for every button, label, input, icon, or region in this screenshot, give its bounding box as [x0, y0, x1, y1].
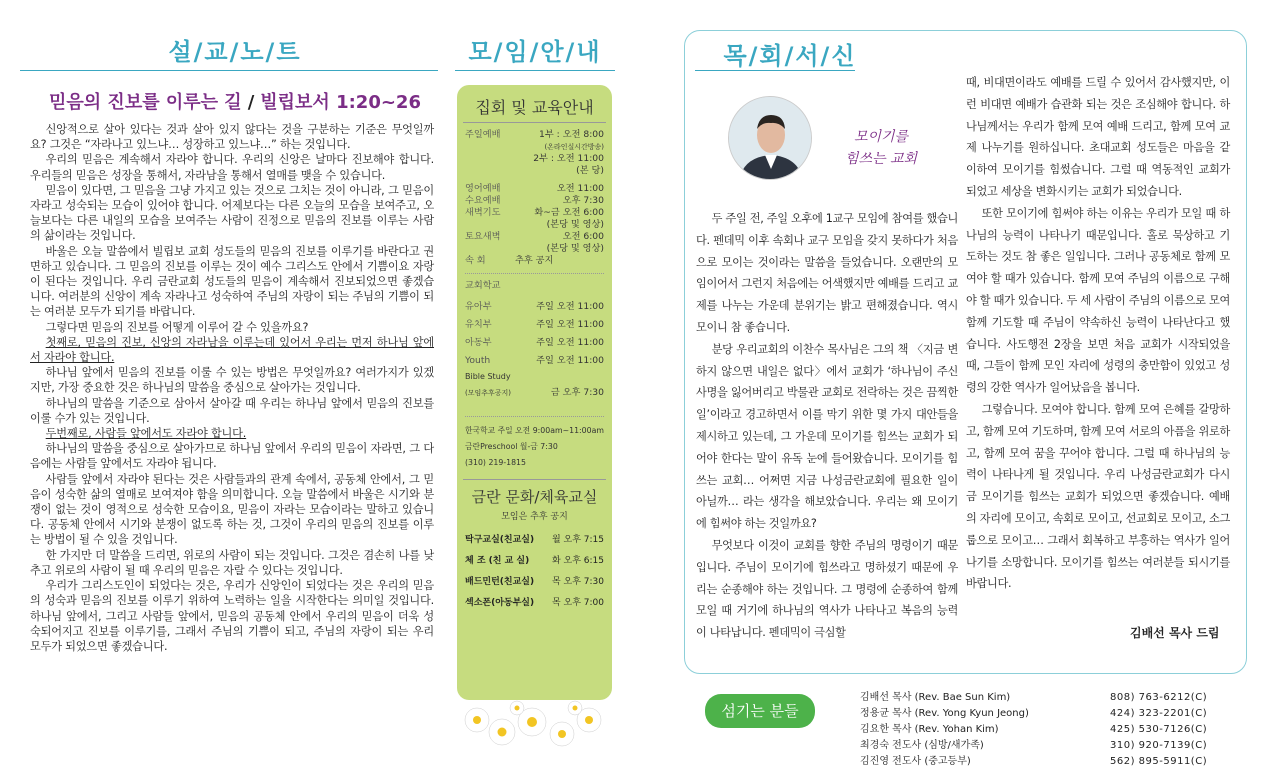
service-label: 속 회	[465, 255, 486, 266]
sermon-paragraph: 믿음이 있다면, 그 믿음을 그냥 가지고 있는 것으로 그치는 것이 아니라, 그 믿음이 자라고 성숙되는 모습이 있어야 합니다. 어제보다는 다른 오늘의 모습을 보여주고, 오늘보다는 다른 내일의 모습을 보여주는 사람이 진정으로 믿음의 진보를 이루는 사람의 삶이라는 것입니다.	[30, 183, 434, 243]
sermon-title-divider	[20, 70, 438, 71]
class-name: 탁구교실(친교실)	[465, 535, 535, 545]
service-list	[465, 129, 604, 267]
pastor-section-title: 목/회/서/신	[723, 42, 857, 70]
school-row	[465, 352, 604, 370]
service-row	[465, 231, 604, 243]
staff-phone: 310) 920-7139(C)	[1110, 740, 1208, 751]
class-name: 배드민턴(친교실)	[465, 577, 535, 587]
school-time: 금 오후 7:30	[550, 387, 604, 398]
sermon-paragraph: 한 가지만 더 말씀을 드리면, 위로의 사람이 되는 것입니다. 그것은 겸손히 나를 낮추고 위로의 사람이 될 때 우리의 믿음은 자랄 수 있다는 것입니다.	[30, 548, 434, 577]
letter-paragraph: 때, 비대면이라도 예배를 드릴 수 있어서 감사했지만, 이런 비대면 예배가 습관화 되는 것은 조심해야 합니다. 하나님께서는 우리가 함께 모여 예배 드리고, 함께 모여 교제 나누기를 원하십니다. 초대교회 성도들은 마음을 같이하여 모이기를 힘썼습니다. 그럴 때 역동적인 교회가 되었고 세상을 변화시키는 교회가 되었습니다.	[966, 76, 1230, 198]
class-row	[465, 551, 604, 572]
class-row	[465, 572, 604, 593]
church-school-list	[465, 280, 604, 402]
divider	[465, 416, 604, 417]
staff-row	[860, 690, 1250, 706]
culture-heading: 금란 문화/체육교실	[463, 479, 606, 507]
letter-paragraph: 두 주일 전, 주일 오후에 1교구 모임에 참여를 했습니다. 펜데믹 이후 속회나 교구 모임을 갖지 못하다가 처음으로 모이는 것이라는 말씀을 들었습니다. 오랜만의 모임이어서 그런지 처음에는 어색했지만 예배를 드리고 교제를 나누는 가운데 분위기는 밝고 편해졌습니다. 역시 모이니 참 좋습니다.	[696, 212, 958, 334]
service-row	[465, 183, 604, 195]
sermon-paragraph: 그렇다면 믿음의 진보를 어떻게 이루어 갈 수 있을까요?	[45, 320, 309, 334]
letter-paragraph: 그렇습니다. 모여야 합니다. 함께 모여 은혜를 갈망하고, 함께 모여 기도하며, 함께 모여 서로의 아픔을 위로하고, 함께 모여 꿈을 꾸어야 합니다. 그럴 때 하나님의 능력이 나타나게 될 것입니다. 우리 나성금란교회가 다시금 모이기를 힘쓰는 교회가 되었으면 좋겠습니다. 예배의 자리에 모이고, 속회로 모이고, 선교회로 모이고, 소그룹으로 모이고… 그래서 회복하고 부흥하는 역사가 일어나기를 소망합니다. 모이기를 힘쓰는 여러분들 되시기를 바랍니다.	[966, 402, 1230, 591]
staff-name: 정용균 목사 (Rev. Yong Kyun Jeong)	[860, 708, 1029, 719]
service-time: 오전 6:00	[562, 231, 604, 242]
school-row	[465, 370, 604, 384]
class-time: 목 오후 7:30	[551, 577, 604, 587]
staff-phone: 424) 323-2201(C)	[1110, 708, 1208, 719]
sermon-paragraph: 하나님의 말씀을 중심으로 살아가므로 하나님 앞에서 우리의 믿음이 자라면, 그 다음에는 사람들 앞에서도 자라야 됩니다.	[30, 442, 434, 471]
school-time: 주일 오전 11:00	[536, 301, 604, 312]
service-row	[465, 219, 604, 231]
staff-name: 김진영 전도사 (중고등부)	[860, 756, 971, 767]
sermon-paragraph: 사람들 앞에서 자라야 된다는 것은 사람들과의 관계 속에서, 공동체 안에서, 그 믿음이 성숙한 삶의 열매로 보여져야 함을 의미합니다. 오늘 말씀에서 바울은 시기와 분쟁이 없는 것이 영적으로 성숙한 모습이요, 믿음이 자라는 모습이라는 말하고 있습니다. 공동체 안에서 시기와 분쟁이 없도록 하는 것, 그것이 우리의 믿음의 진보를 이루는 방법이 될 수 있을 것입니다.	[30, 472, 434, 547]
letter-paragraph: 또한 모이기에 힘써야 하는 이유는 우리가 모일 때 하나님의 능력이 나타나기 때문입니다. 홀로 묵상하고 기도하는 것도 참 좋은 일입니다. 그러나 공동체로 함께 모여야 할 때가 있습니다. 함께 모여 주님의 이름으로 구해야 할 때가 있습니다. 두 세 사람이 주님의 이름으로 모여 함께 기도할 때 주님이 약속하신 능력이 나타난다고 했습니다. 사도행전 2장을 보면 처음 교회가 시작되었을 때, 그들이 함께 모인 자리에 성령의 충만함이 있었고 성령의 강한 역사가 일어났음을 봅니다.	[966, 206, 1230, 395]
sermon-paragraph: 우리의 믿음은 계속해서 자라야 합니다. 우리의 신앙은 날마다 진보해야 합니다. 우리들의 믿음은 성장을 통해서, 자라남을 통해서 열매를 맺을 수 있습니다.	[30, 153, 434, 182]
service-time: 오후 7:30	[562, 195, 604, 206]
class-name: 체 조 (친 교 실)	[465, 556, 530, 566]
staff-name: 김요한 목사 (Rev. Yohan Kim)	[860, 724, 999, 735]
sermon-point-one: 첫째로, 믿음의 진보, 신앙의 자라남을 이루는데 있어서 우리는 먼저 하나님 앞에서 자라야 합니다.	[30, 335, 434, 365]
preschool: 금란Preschool 월-금 7:30	[465, 442, 558, 451]
class-name: 섹소폰(아동부실)	[465, 598, 535, 608]
class-row	[465, 530, 604, 551]
service-time: 추후 공지	[515, 255, 554, 266]
staff-row	[860, 722, 1250, 738]
pastor-photo	[728, 96, 812, 180]
service-note: (온라인실시간방송)	[544, 143, 604, 151]
class-row	[465, 593, 604, 614]
sermon-paragraph: 하나님의 말씀을 기준으로 삼아서 살아갈 때 우리는 하나님 앞에서 믿음의 진보를 이룰 수가 있는 것입니다.	[30, 396, 434, 425]
letter-left-column	[696, 208, 958, 644]
sermon-paragraph: 바울은 오늘 말씀에서 빌립보 교회 성도들의 믿음의 진보를 이루기를 바란다고 권면하고 있습니다. 그 믿음의 진보를 이루는 것이 예수 그리스도 안에서 기쁨이요 자랑이 된다는 것입니다. 우리 금란교회 성도들의 믿음이 계속해서 진보되었으면 좋겠습니다. 여러분의 신앙이 계속 자라나고 성숙하여 주님의 자랑이 되는 주님의 기쁨이 되는 여러분 모두가 되기를 바랍니다.	[30, 244, 434, 319]
school-dept: 유아부	[465, 301, 492, 312]
staff-list	[860, 690, 1250, 770]
class-time: 목 오후 7:00	[551, 598, 604, 608]
sermon-point-two: 두번째로, 사람들 앞에서도 자라야 합니다.	[45, 427, 247, 441]
service-label: 주일예배	[465, 129, 501, 140]
school-dept: 유치부	[465, 319, 492, 330]
service-label: 영어예배	[465, 183, 501, 194]
extra-schools	[465, 423, 604, 471]
staff-name: 김배선 목사 (Rev. Bae Sun Kim)	[860, 692, 1011, 703]
service-row	[465, 129, 604, 141]
school-row	[465, 334, 604, 352]
school-dept: 아동부	[465, 337, 492, 348]
service-note: (본당 및 영상)	[546, 219, 604, 230]
sermon-paragraph: 하나님 앞에서 믿음의 진보를 이룰 수 있는 방법은 무엇일까요? 여러가지가 있겠지만, 가장 중요한 것은 하나님의 말씀을 중심으로 살아가는 것입니다.	[30, 366, 434, 395]
staff-phone: 562) 895-5911(C)	[1110, 756, 1208, 767]
service-row	[465, 195, 604, 207]
preschool-phone: (310) 219-1815	[465, 458, 526, 467]
staff-row	[860, 738, 1250, 754]
letter-right-column	[966, 72, 1230, 595]
school-label: 교회학교	[465, 280, 501, 291]
school-dept: Youth	[465, 355, 491, 366]
service-time: 오전 11:00	[556, 183, 604, 194]
service-label: 새벽기도	[465, 207, 501, 218]
staff-name: 최경숙 전도사 (심방/새가족)	[860, 740, 984, 751]
meeting-section-title: 모/임/안/내	[468, 38, 602, 66]
service-note: (본 당)	[576, 165, 604, 176]
sermon-body	[30, 122, 434, 654]
service-label: 토요새벽	[465, 231, 501, 242]
letter-title-line1: 모이기를	[853, 129, 909, 145]
service-row	[465, 207, 604, 219]
class-time: 월 오후 7:15	[551, 535, 604, 545]
culture-subheading: 모임은 추후 공지	[501, 512, 568, 522]
school-row	[465, 384, 604, 402]
staff-phone: 808) 763-6212(C)	[1110, 692, 1208, 703]
letter-paragraph: 무엇보다 이것이 교회를 향한 주님의 명령이기 때문입니다. 주님이 모이기에 힘쓰라고 명하셨기 때문에 우리는 순종해야 하는 것입니다. 그 명령에 순종하여 함께 모일 때 거기에 하나님의 역사가 나타나고 복음의 능력이 나타납니다. 펜데믹이 극심할	[696, 538, 958, 640]
staff-label-badge: 섬기는 분들	[705, 694, 815, 728]
divider	[465, 273, 604, 274]
letter-signature: 김배선 목사 드림	[1130, 626, 1220, 640]
class-time: 화 오후 6:15	[551, 556, 604, 566]
service-time: 화~금 오전 6:00	[534, 207, 604, 218]
service-row	[465, 255, 604, 267]
school-time: 주일 오전 11:00	[536, 319, 604, 330]
service-note: (본당 및 영상)	[546, 243, 604, 254]
service-time: 2부 : 오전 11:00	[533, 153, 604, 164]
sermon-paragraph: 신앙적으로 살아 있다는 것과 살아 있지 않다는 것을 구분하는 기준은 무엇일까요? 그것은 “자라나고 있느냐… 성장하고 있느냐…” 하는 것입니다.	[30, 123, 434, 152]
sermon-section-title: 설/교/노/트	[168, 38, 302, 66]
korean-school: 한국학교 주일 오전 9:00am~11:00am	[465, 426, 604, 435]
meeting-title-divider	[455, 70, 615, 71]
service-row	[465, 243, 604, 255]
daisy-flowers-decoration	[457, 700, 612, 750]
service-time: 1부 : 오전 8:00	[539, 129, 604, 140]
service-label: 수요예배	[465, 195, 501, 206]
service-row	[465, 141, 604, 153]
staff-row	[860, 706, 1250, 722]
meeting-box-heading: 집회 및 교육안내	[463, 85, 606, 123]
school-dept: Bible Study	[465, 372, 511, 381]
meeting-info-box	[457, 85, 612, 700]
sermon-scripture: 빌립보서 1:20~26	[260, 92, 421, 113]
letter-paragraph: 분당 우리교회의 이찬수 목사님은 그의 책 〈지금 변하지 않으면 내일은 없다〉에서 교회가 ‘하나님이 주신 사명을 잃어버리고 박물관 교회로 전락하는 것은 끔찍한 일’이라고 경고하면서 이를 막기 위한 몇 가지 대안들을 제시하고 있는데, 그 가운데 모이기를 힘쓰는 교회가 되어야 한다는 말이 유독 눈에 들어왔습니다. 모이기를 힘쓰는 교회… 어쩌면 지금 나성금란교회에 필요한 일이 아닐까… 라는 생각을 해보았습니다. 우리는 왜 모이기에 힘써야 하는 것일까요?	[696, 342, 958, 531]
letter-title-line2: 힘쓰는 교회	[844, 151, 918, 167]
staff-phone: 425) 530-7126(C)	[1110, 724, 1208, 735]
pastor-title-divider	[695, 70, 855, 71]
school-row	[465, 316, 604, 334]
staff-row	[860, 754, 1250, 770]
school-dept: (모임추후공지)	[465, 389, 512, 397]
school-time: 주일 오전 11:00	[536, 337, 604, 348]
sermon-paragraph: 우리가 그리스도인이 되었다는 것은, 우리가 신앙인이 되었다는 것은 우리의 믿음의 성숙과 믿음의 진보를 이루기 위하여 노력하는 일을 시작한다는 의미일 것입니다. 하나님 앞에서, 그리고 사람들 앞에서, 믿음의 공동체 안에서 우리의 믿음이 더욱 성숙되어지고 진보를 이루기를, 그래서 주님의 기쁨이 되고, 주님의 자랑이 되는 우리 모두가 되었으면 좋겠습니다.	[30, 579, 434, 653]
school-row	[465, 298, 604, 316]
school-time: 주일 오전 11:00	[536, 355, 604, 366]
heading-separator: /	[247, 92, 255, 113]
sermon-title: 믿음의 진보를 이루는 길	[49, 92, 242, 113]
service-row	[465, 165, 604, 177]
letter-title	[822, 126, 940, 170]
portrait-icon	[729, 97, 812, 180]
sermon-heading	[20, 88, 450, 114]
service-row	[465, 153, 604, 165]
